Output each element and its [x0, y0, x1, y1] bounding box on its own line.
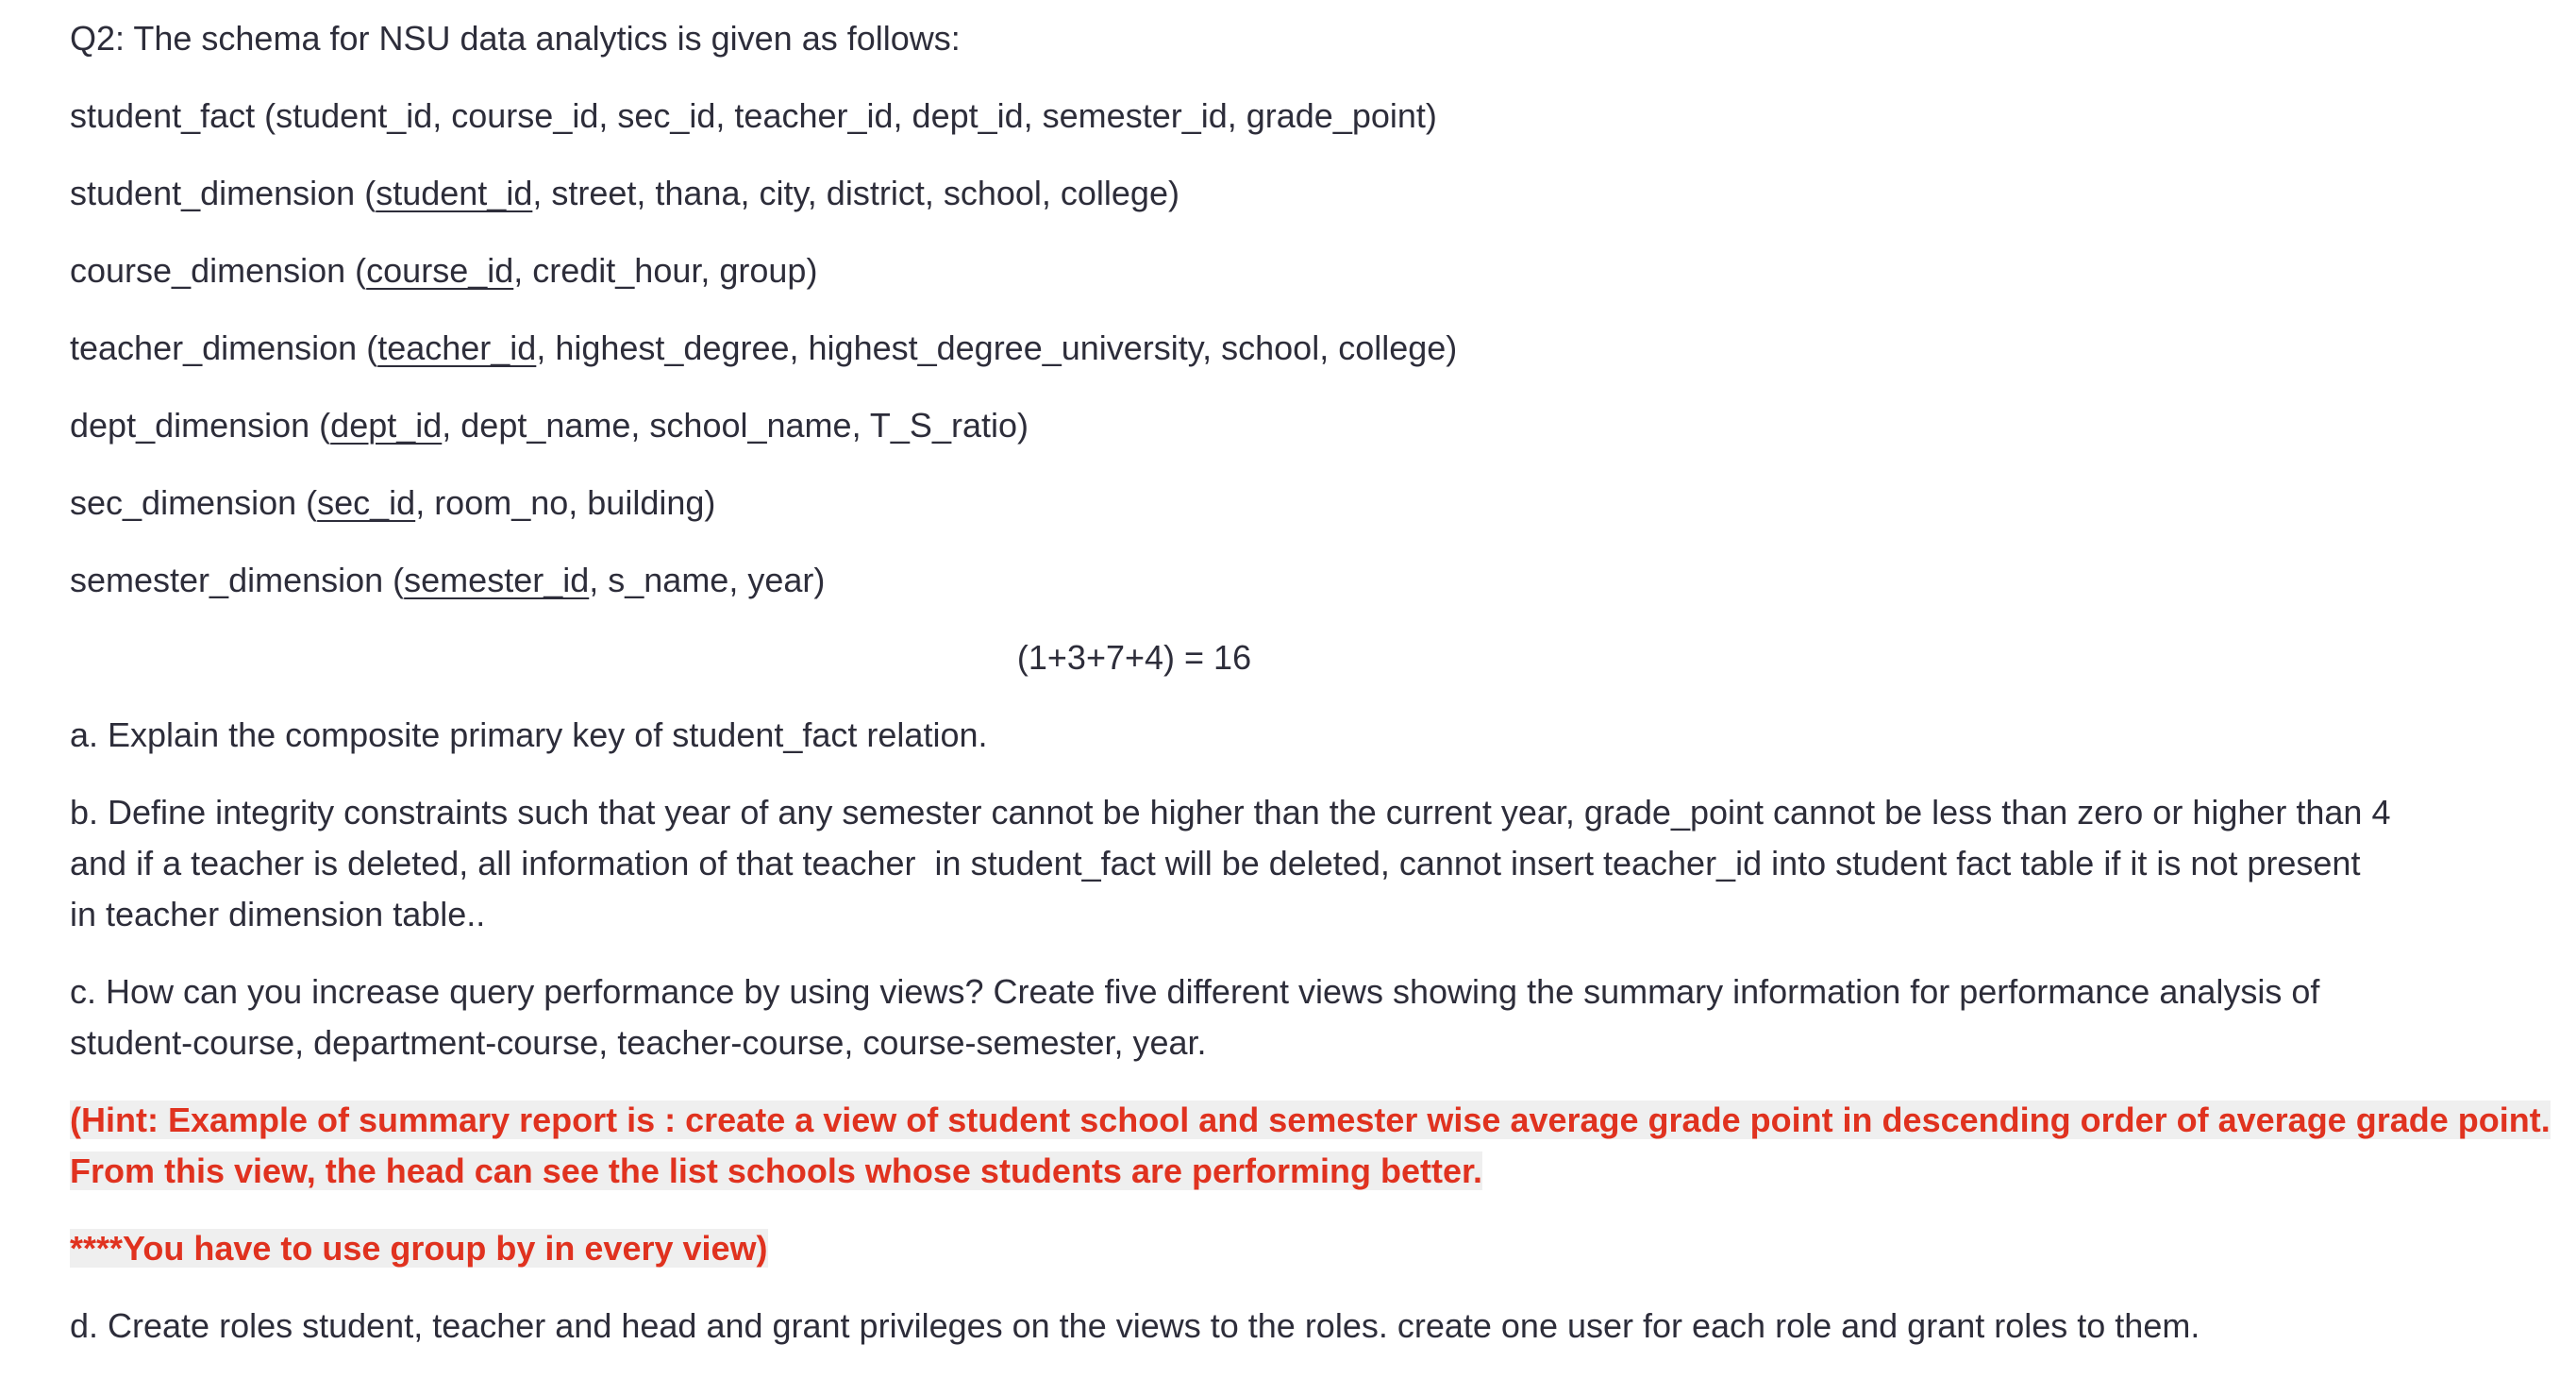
part-b	[70, 787, 2410, 940]
hint-block	[70, 1095, 2551, 1197]
primary-key: semester_id	[404, 561, 590, 599]
part-b-line-1: b. Define integrity constraints such that year of any semester cannot be higher than the current year, grade_point cannot be less than zero or higher than 4	[70, 793, 2391, 832]
schema-prefix: semester_dimension (	[70, 561, 405, 599]
part-b-line-3: in teacher dimension table..	[70, 895, 486, 933]
schema-prefix: sec_dimension (	[70, 483, 318, 522]
part-b-line-2: and if a teacher is deleted, all information of that teacher in student_fact will be deleted, cannot insert teacher_id into student fact table if it is not present	[70, 844, 2361, 882]
group-by-note	[70, 1223, 2410, 1274]
group-by-note-text: ****You have to use group by in every view)	[70, 1229, 768, 1268]
part-d: d. Create roles student, teacher and head and grant privileges on the views to the roles. create one user for each role and grant roles to them.	[70, 1306, 2200, 1345]
schema-sec-dimension	[70, 478, 2410, 529]
schema-rest: , s_name, year)	[589, 561, 826, 599]
schema-rest: , highest_degree, highest_degree_university, school, college)	[536, 328, 1458, 367]
schema-prefix: dept_dimension (	[70, 406, 331, 445]
primary-key: teacher_id	[377, 328, 537, 367]
hint-line-2: From this view, the head can see the list schools whose students are performing better.	[70, 1151, 1483, 1190]
primary-key: student_id	[376, 174, 533, 212]
marks-breakdown: (1+3+7+4) = 16	[1016, 638, 1252, 677]
part-c	[70, 966, 2410, 1068]
schema-student-dimension	[70, 168, 2410, 219]
schema-dept-dimension	[70, 400, 2410, 451]
primary-key: sec_id	[317, 483, 416, 522]
schema-rest: , dept_name, school_name, T_S_ratio)	[442, 406, 1029, 445]
schema-student-fact: student_fact (student_id, course_id, sec_id, teacher_id, dept_id, semester_id, grade_point)	[70, 96, 1437, 135]
primary-key: course_id	[366, 251, 514, 290]
schema-rest: , street, thana, city, district, school, college)	[532, 174, 1179, 212]
document-body	[70, 13, 2551, 1378]
schema-rest: , credit_hour, group)	[513, 251, 818, 290]
part-c-line-2: student-course, department-course, teacher-course, course-semester, year.	[70, 1023, 1207, 1062]
schema-course-dimension	[70, 245, 2410, 296]
question-title: Q2: The schema for NSU data analytics is given as follows:	[70, 19, 961, 58]
primary-key: dept_id	[330, 406, 443, 445]
schema-rest: , room_no, building)	[415, 483, 716, 522]
schema-teacher-dimension	[70, 323, 2410, 374]
hint-line-1: (Hint: Example of summary report is : create a view of student school and semester wise average grade point in descending order of average grade point.	[70, 1101, 2551, 1139]
part-a: a. Explain the composite primary key of student_fact relation.	[70, 715, 988, 754]
part-c-line-1: c. How can you increase query performance by using views? Create five different views showing the summary information for performance analysis of	[70, 972, 2320, 1011]
schema-prefix: course_dimension (	[70, 251, 367, 290]
schema-semester-dimension	[70, 555, 2410, 606]
schema-prefix: teacher_dimension (	[70, 328, 378, 367]
schema-prefix: student_dimension (	[70, 174, 376, 212]
